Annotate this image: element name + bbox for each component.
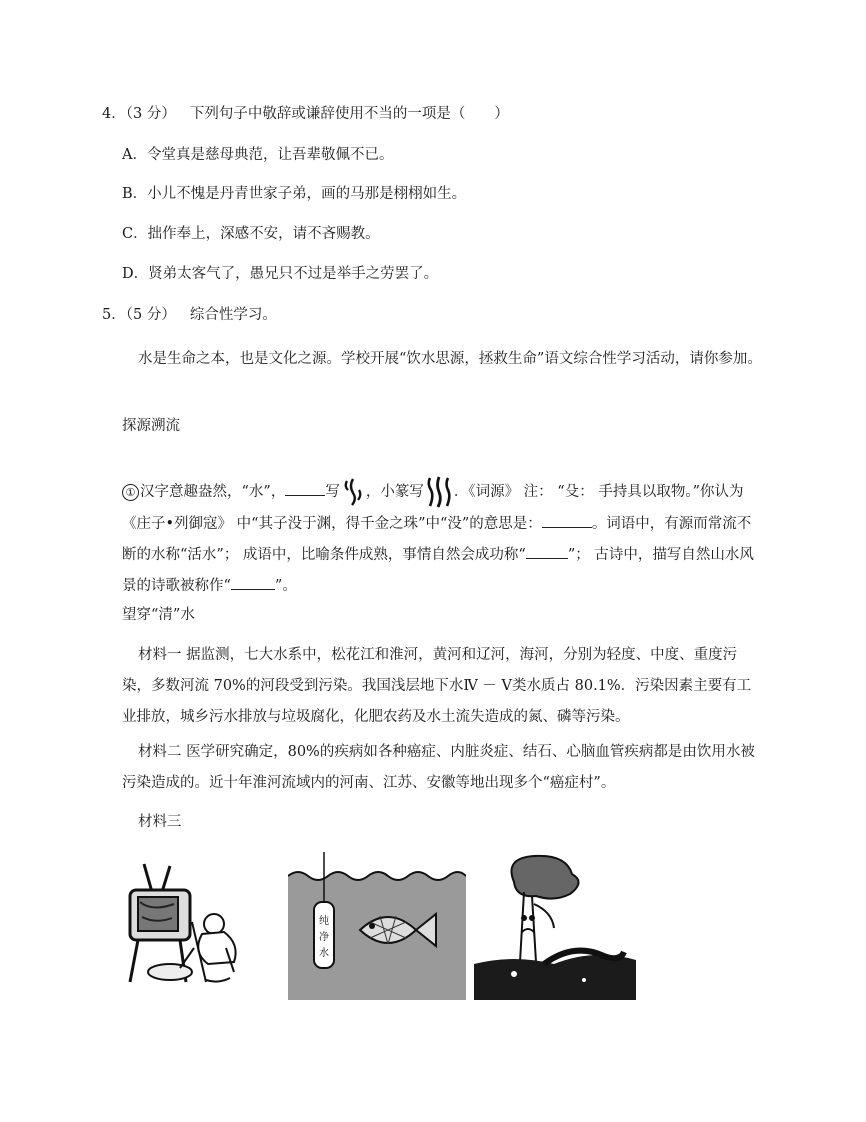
seal-script-water-glyph-icon bbox=[424, 475, 454, 509]
svg-text:水: 水 bbox=[319, 948, 329, 959]
question-number: 4． bbox=[102, 106, 126, 122]
item-text: ，小篆写 bbox=[365, 484, 424, 500]
option-c: C．拙作奉上，深感不安，请不吝赐教。 bbox=[122, 226, 380, 242]
question-number: 5． bbox=[102, 307, 126, 323]
section-heading-clear-water: 望穿“清”水 bbox=[122, 607, 195, 623]
item-text: 汉字意趣盎然，“水”， bbox=[140, 484, 286, 500]
question-5-header bbox=[102, 305, 277, 325]
question-title: 综合性学习。 bbox=[189, 307, 277, 323]
option-d: D．贤弟太客气了，愚兄只不过是举手之劳罢了。 bbox=[122, 266, 439, 282]
cartoon-tv-washing-illustration bbox=[122, 852, 282, 1000]
item-1-paragraph bbox=[122, 475, 762, 602]
ancient-water-glyph-icon bbox=[340, 477, 366, 507]
answer-blank-4[interactable] bbox=[231, 575, 275, 590]
cartoon-dying-tree-illustration bbox=[474, 852, 636, 1000]
answer-blank-1[interactable] bbox=[285, 481, 325, 496]
question-stem: 下列句子中敬辞或谦辞使用不当的一项是（ ） bbox=[189, 106, 509, 122]
item-text: ”； 古诗中，描写自然山水风景的诗歌被称作“ bbox=[122, 547, 754, 594]
material-1: 材料一 据监测，七大水系中，松花江和淮河，黄河和辽河，海河，分别为轻度、中度、重度污染，多数河流 70%的河段受到污染。我国浅层地下水Ⅳ － Ⅴ类水质占 80.1%．污染因素主要有工业排放，城乡污水排放与垃圾腐化，化肥农药及水土流失造成的氮、磷等污染。 bbox=[122, 647, 752, 725]
question-score: （3 分） bbox=[125, 106, 176, 122]
option-b: B．小儿不愧是丹青世家子弟，画的马那是栩栩如生。 bbox=[122, 186, 467, 202]
intro-paragraph: 水是生命之本，也是文化之源。学校开展“饮水思源，拯救生命”语文综合性学习活动，请你参加。 bbox=[138, 351, 762, 367]
svg-text:纯: 纯 bbox=[319, 916, 329, 927]
item-text: ．《词源》 注： “殳： 手持具以取物。”你认为《庄子•列御寇》 中“其子没于渊，得千金之珠”中“没”的意思是： bbox=[122, 484, 744, 532]
question-4-header bbox=[102, 104, 509, 124]
item-text: 写 bbox=[325, 484, 340, 500]
material-3-label: 材料三 bbox=[138, 814, 182, 830]
material-2: 材料二 医学研究确定，80%的疾病如各种癌症、内脏炎症、结石、心脑血管疾病都是由饮用水被污染造成的。近十年淮河流域内的河南、江苏、安徽等地出现多个“癌症村”。 bbox=[122, 744, 755, 791]
section-heading-origin: 探源溯流 bbox=[122, 418, 180, 434]
svg-text:净: 净 bbox=[319, 932, 329, 943]
answer-blank-3[interactable] bbox=[526, 544, 568, 559]
option-a: A．令堂真是慈母典范，让吾辈敬佩不已。 bbox=[122, 147, 394, 163]
cartoon-polluted-water-fish-illustration bbox=[288, 852, 466, 1000]
item-text: ”。 bbox=[274, 578, 297, 594]
question-score: （5 分） bbox=[125, 307, 176, 323]
item-text: 。词语中，有源而常流不断的水称“活水”； 成语中，比喻条件成熟，事情自然会成功称“ bbox=[122, 516, 752, 563]
item-marker: ① bbox=[122, 484, 139, 501]
answer-blank-2[interactable] bbox=[542, 513, 592, 528]
